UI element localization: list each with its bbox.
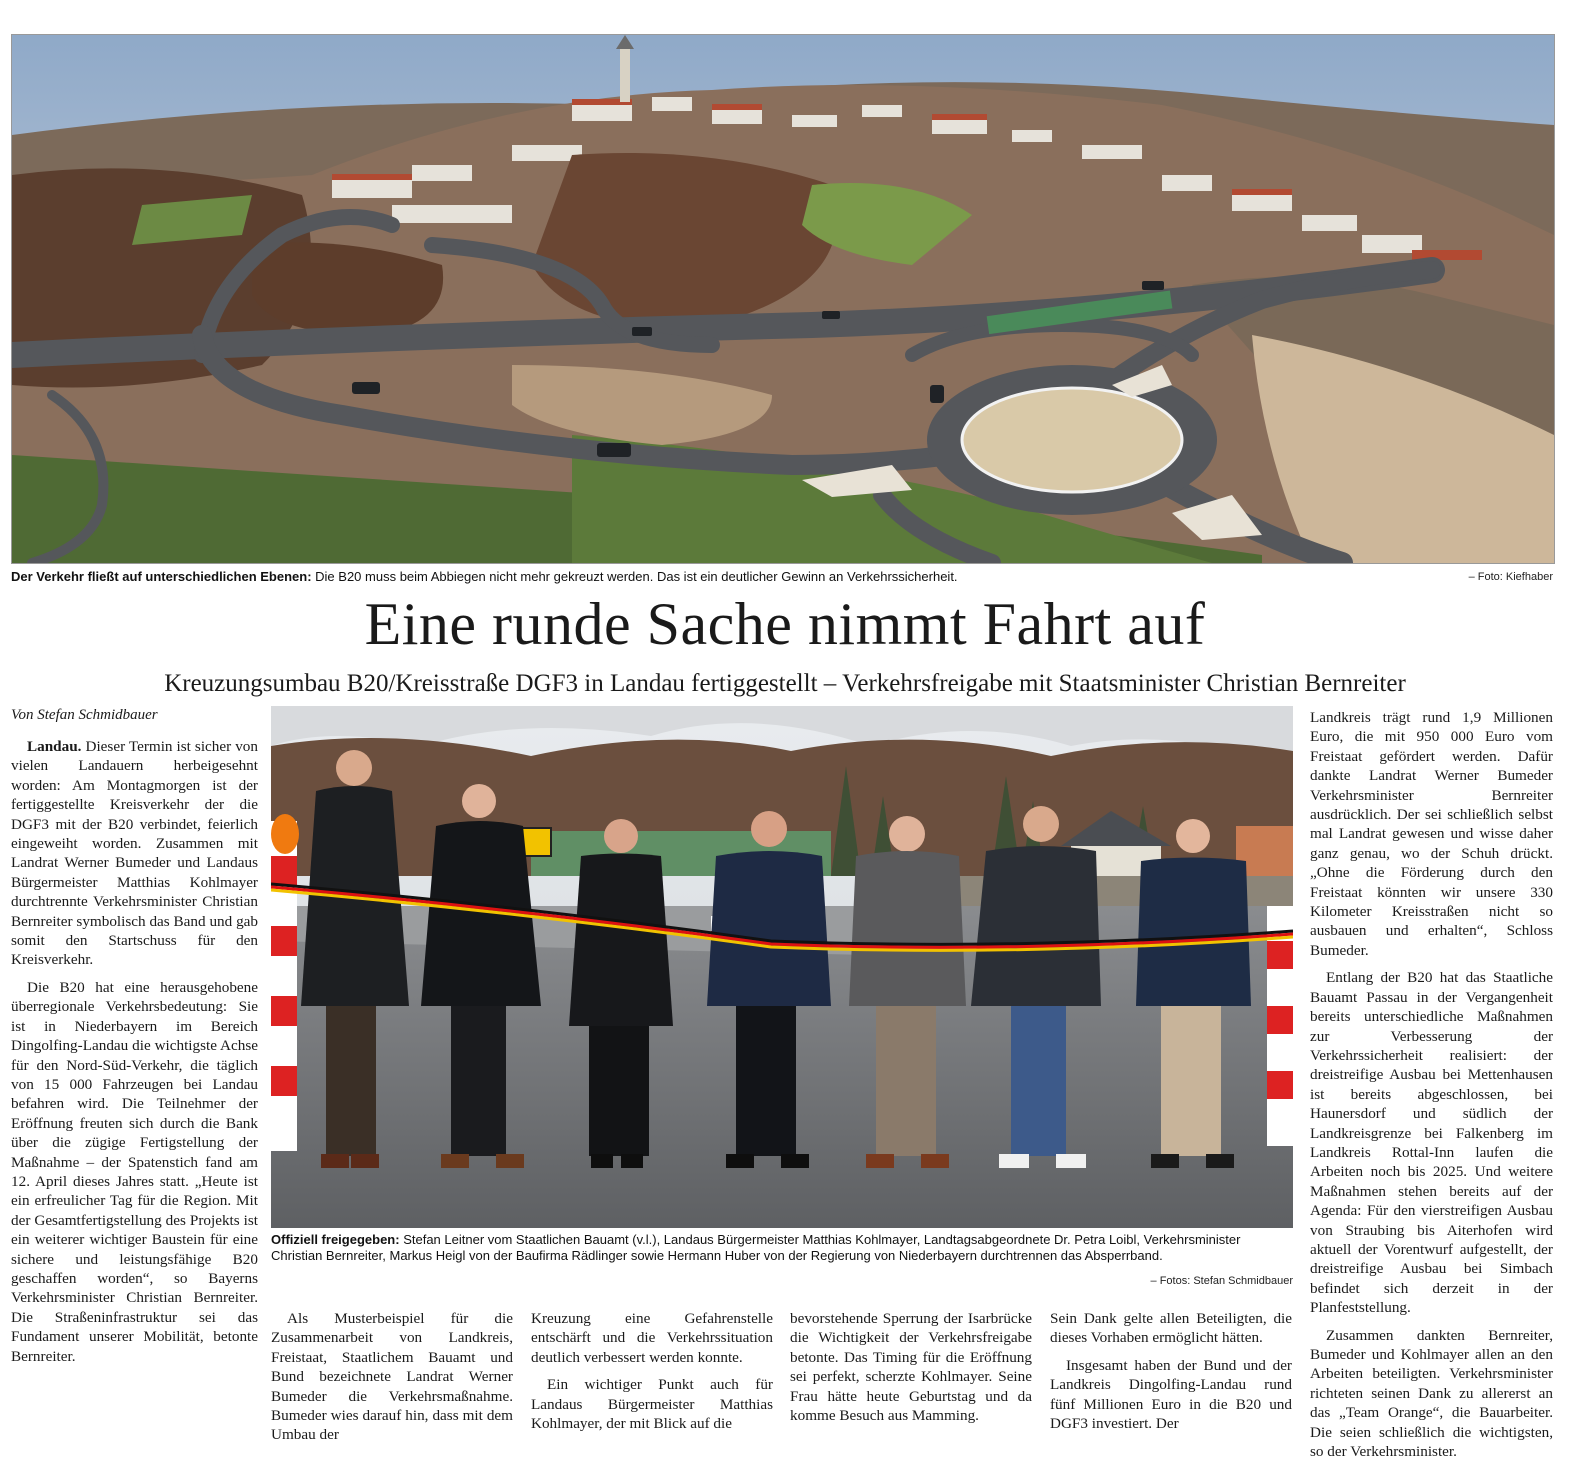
top-caption-text: Die B20 muss beim Abbiegen nicht mehr gekreuzt werden. Das ist ein deutlicher Gewinn an Verkehrssicherheit. [315, 569, 958, 584]
mid-caption-lead: Offiziell freigegeben: [271, 1232, 400, 1247]
article-column-bottom-3 [790, 1309, 1032, 1425]
paragraph: Landkreis trägt rund 1,9 Millionen Euro, die mit 950 000 Euro vom Freistaat gefördert werden. Dafür dankte Landrat Werner Bumeder Verkehrsminister Bernreiter ausdrücklich. Der sei schließlich selbst mal Landrat gewesen und wisse daher ganz genau, wo der Schuh drückt. „Ohne die Förderung durch den Freistaat könnten wir unsere 330 Kilometer Kreisstraßen nicht so ausbauen und erhalten“, Schloss Bumeder. [1310, 709, 1553, 959]
headline: Eine runde Sache nimmt Fahrt auf [364, 591, 1206, 657]
paragraph: Dieser Termin ist sicher von vielen Landauern herbeigesehnt worden: Am Montagmorgen ist der fertiggestellte Kreisverkehr der die DGF3 mit der B20 verbindet, feierlich eingeweiht worden. Zusammen mit Landrat Werner Bumeder und Landaus Bürgermeister Matthias Kohlmayer durchtrennte Verkehrsminister Christian Bernreiter symbolisch das Band und gab somit den Startschuss für den Kreisverkehr. [11, 738, 258, 969]
aerial-photo [11, 34, 1555, 564]
paragraph: Sein Dank gelte allen Beteiligten, die dieses Vorhaben ermöglicht hätten. [1050, 1310, 1292, 1347]
paragraph: Insgesamt haben der Bund und der Landkreis Dingolfing-Landau rund fünf Millionen Euro in die B20 und DGF3 investiert. Der [1050, 1356, 1292, 1433]
paragraph: Als Musterbeispiel für die Zusammenarbeit von Landkreis, Freistaat, Staatlichem Bauamt und Bund bezeichnete Landrat Werner Bumeder die Verkehrsmaßnahme. Bumeder wies darauf hin, dass mit dem Umbau der [271, 1310, 513, 1444]
article-column-bottom-1 [271, 1309, 513, 1445]
subheadline: Kreuzungsumbau B20/Kreisstraße DGF3 in Landau fertiggestellt – Verkehrsfreigabe mit Staatsminister Christian Bernreiter [164, 670, 1406, 697]
paragraph: Zusammen dankten Bernreiter, Bumeder und Kohlmayer allen an den Arbeiten beteiligten. Verkehrsminister richteten seinen Dank zu allererst an das „Team Orange“, die Bauarbeiter. Die seien schließlich die wichtigsten, so der Verkehrsminister. [1310, 1326, 1553, 1461]
article-column-bottom-2 [531, 1309, 773, 1433]
article-column-left [11, 737, 258, 1366]
mid-caption-text: Stefan Leitner vom Staatlichen Bauamt (v.l.), Landaus Bürgermeister Matthias Kohlmayer, Landtagsabgeordnete Dr. Petra Loibl, Verkehrsminister Christian Bernreiter, Markus Heigl von der Baufirma Rädlinger sowie Hermann Huber von der Regierung von Niederbayern durchtrennen das Absperrband. [271, 1232, 1241, 1263]
top-photo-credit: – Foto: Kiefhaber [1468, 571, 1553, 583]
top-caption-lead: Der Verkehr fließt auf unterschiedlichen Ebenen: [11, 569, 312, 584]
byline: Von Stefan Schmidbauer [11, 707, 158, 723]
mid-photo-credit: – Fotos: Stefan Schmidbauer [1150, 1275, 1293, 1287]
paragraph: Kreuzung eine Gefahrenstelle entschärft und die Verkehrssituation deutlich verbessert werden konnte. [531, 1310, 773, 1366]
article-column-right [1310, 708, 1553, 1461]
top-photo-caption [11, 569, 1411, 585]
article-column-bottom-4 [1050, 1309, 1292, 1433]
mid-photo-caption [271, 1232, 1295, 1264]
paragraph: bevorstehende Sperrung der Isarbrücke die Wichtigkeit der Verkehrsfreigabe betonte. Das Timing für die Eröffnung sei perfekt, scherzte Kohlmayer. Seine Frau hätte heute Geburtstag und da komme Besuch aus Mamming. [790, 1310, 1032, 1425]
dateline: Landau. [27, 738, 82, 755]
paragraph: Die B20 hat eine herausgehobene überregionale Verkehrsbedeutung: Sie ist in Niederbayern im Bereich Dingolfing-Landau die wichtigste Achse für den Nord-Süd-Verkehr, die täglich von 15 000 Fahrzeugen bei Landau befahren wird. Die Teilnehmer der Eröffnung freuten sich durch die Bank über die zügige Fertigstellung der Maßnahme – der Spatenstich fand am 12. April dieses Jahres statt. „Heute ist ein erfreulicher Tag für die Region. Mit der Gesamtfertigstellung des Projekts ist ein weiterer wichtiger Baustein für eine sichere und leistungsfähige B20 geschaffen worden“, so Bayerns Verkehrsminister Christian Bernreiter. Die Straßeninfrastruktur sei das Fundament unserer Mobilität, betonte Bernreiter. [11, 978, 258, 1365]
paragraph: Entlang der B20 hat das Staatliche Bauamt Passau in der Vergangenheit bereits unterschiedliche Maßnahmen zur Verbesserung der Verkehrssicherheit realisiert: der dreistreifige Ausbau bei Mettenhausen ist bereits abgeschlossen, bei Haunersdorf und südlich der Landkreisgrenze bei Falkenberg im Landkreis Rottal-Inn laufen die Arbeiten noch bis 2025. Und weitere Maßnahmen stehen bereits auf der Agenda: Für den vierstreifigen Ausbau von Straubing bis Aiterhofen wird aktuell der Vorentwurf aufgestellt, der dreistreifige Ausbau bei Simbach befindet sich derzeit in der Planfeststellung. [1310, 969, 1553, 1317]
paragraph: Ein wichtiger Punkt auch für Landaus Bürgermeister Matthias Kohlmayer, der mit Blick auf die [531, 1376, 773, 1433]
ribbon-cutting-photo [271, 706, 1293, 1228]
